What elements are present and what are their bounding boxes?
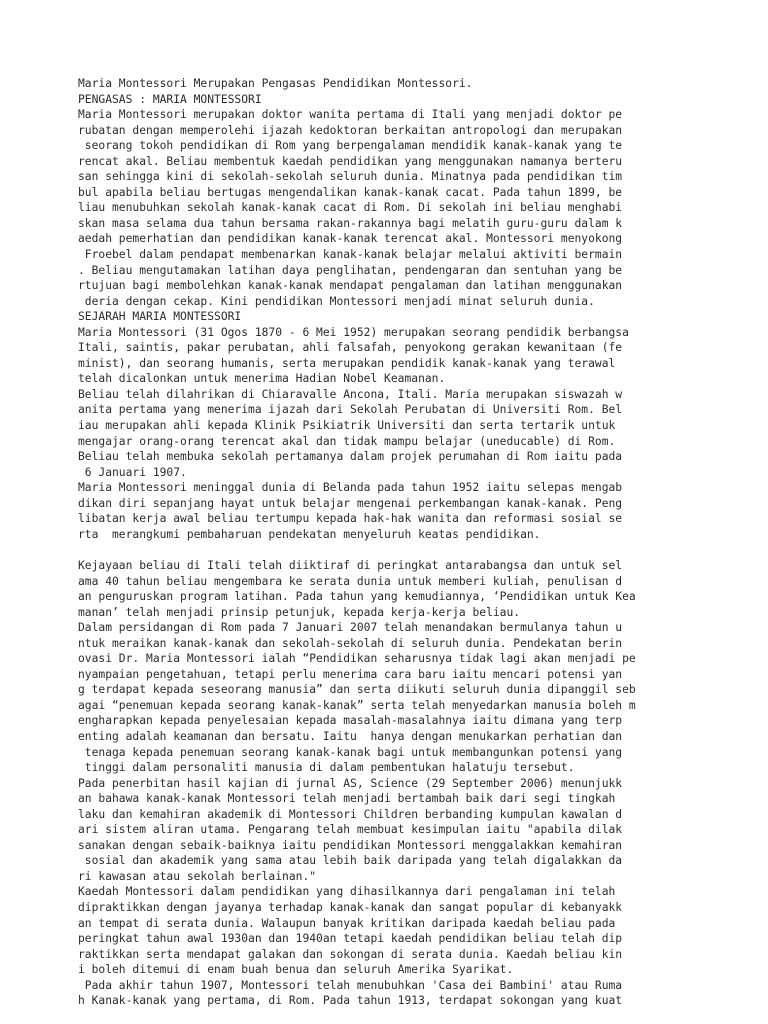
text-line: rtujuan bagi membolehkan kanak-kanak mendapat pengalaman dan latihan menggunakan	[78, 279, 623, 293]
text-line: Maria Montessori Merupakan Pengasas Pendidikan Montessori.	[78, 77, 473, 90]
text-line: rubatan dengan memperolehi ijazah kedoktoran berkaitan antropologi dan merupakan	[78, 123, 623, 137]
text-line: ri kawasan atau sekolah berlainan."	[78, 869, 317, 883]
text-line: nyampaian pengetahuan, tetapi perlu menerima cara baru iaitu mencari potensi yan	[78, 667, 623, 681]
text-line: Itali, saintis, pakar perubatan, ahli falsafah, penyokong gerakan kewanitaan (fe	[78, 341, 623, 355]
text-line: raktikkan serta mendapat galakan dan sokongan di serata dunia. Kaedah beliau kin	[78, 947, 623, 961]
text-line: telah dicalonkan untuk menerima Hadian Nobel Keamanan.	[78, 372, 446, 386]
text-line: minist), dan seorang humanis, serta merupakan pendidik kanak-kanak yang terawal	[78, 356, 616, 370]
text-line: sosial dan akademik yang sama atau lebih baik daripada yang telah digalakkan da	[78, 854, 623, 868]
text-line: Maria Montessori (31 Ogos 1870 - 6 Mei 1952) merupakan seorang pendidik berbangsa	[78, 325, 629, 339]
text-line: sanakan dengan sebaik-baiknya iaitu pendidikan Montessori menggalakkan kemahiran	[78, 838, 623, 852]
text-line: g terdapat kepada seseorang manusia” dan serta diikuti seluruh dunia dipanggil seb	[78, 683, 636, 697]
text-line: Beliau telah membuka sekolah pertamanya dalam projek perumahan di Rom iaitu pada	[78, 450, 623, 464]
text-line: ntuk meraikan kanak-kanak dan sekolah-sekolah di seluruh dunia. Pendekatan berin	[78, 636, 623, 650]
text-line: ari sistem aliran utama. Pengarang telah membuat kesimpulan iaitu "apabila dilak	[78, 823, 623, 837]
text-line: an bahawa kanak-kanak Montessori telah menjadi bertambah baik dari segi tingkah	[78, 792, 616, 806]
text-line: rencat akal. Beliau membentuk kaedah pendidikan yang menggunakan namanya berteru	[78, 154, 623, 168]
text-line: tinggi dalam personaliti manusia di dalam pembentukan halatuju tersebut.	[78, 761, 575, 775]
text-line: tenaga kepada penemuan seorang kanak-kanak bagi untuk membangunkan potensi yang	[78, 745, 623, 759]
text-line: . Beliau mengutamakan latihan daya penglihatan, pendengaran dan sentuhan yang be	[78, 263, 623, 277]
text-line: ovasi Dr. Maria Montessori ialah “Pendidikan seharusnya tidak lagi akan menjadi pe	[78, 652, 636, 666]
text-line: Maria Montessori meninggal dunia di Belanda pada tahun 1952 iaitu selepas mengab	[78, 481, 623, 495]
text-line: agai “penemuan kepada seorang kanak-kanak” serta telah menyedarkan manusia boleh m	[78, 698, 636, 712]
text-line: bul apabila beliau bertugas mengendalikan kanak-kanak cacat. Pada tahun 1899, be	[78, 185, 623, 199]
text-line: SEJARAH MARIA MONTESSORI	[78, 310, 242, 324]
text-line: PENGASAS : MARIA MONTESSORI	[78, 92, 262, 106]
text-line: Pada akhir tahun 1907, Montessori telah menubuhkan 'Casa dei Bambini' atau Ruma	[78, 978, 623, 992]
text-line: Kejayaan beliau di Itali telah diiktiraf di peringkat antarabangsa dan untuk sel	[78, 558, 623, 572]
text-line: Maria Montessori merupakan doktor wanita pertama di Itali yang menjadi doktor pe	[78, 108, 623, 122]
text-line: mengajar orang-orang terencat akal dan tidak mampu belajar (uneducable) di Rom.	[78, 434, 616, 448]
text-line: peringkat tahun awal 1930an dan 1940an tetapi kaedah pendidikan beliau telah dip	[78, 932, 623, 946]
text-line: Froebel dalam pendapat membenarkan kanak-kanak belajar melalui aktiviti bermain	[78, 248, 623, 262]
text-line: iau merupakan ahli kepada Klinik Psikiatrik Universiti dan serta tertarik untuk	[78, 419, 616, 433]
text-line: h Kanak-kanak yang pertama, di Rom. Pada tahun 1913, terdapat sokongan yang kuat	[78, 994, 623, 1008]
text-line: enting adalah keamanan dan bersatu. Iaitu hanya dengan menukarkan perhatian dan	[78, 729, 623, 743]
text-line: engharapkan kepada penyelesaian kepada masalah-masalahnya iaitu dimana yang terp	[78, 714, 623, 728]
text-line: libatan kerja awal beliau tertumpu kepada hak-hak wanita dan reformasi sosial se	[78, 512, 623, 526]
text-line: skan masa selama dua tahun bersama rakan-rakannya bagi melatih guru-guru dalam k	[78, 216, 623, 230]
text-line: 6 Januari 1907.	[78, 465, 187, 479]
text-line: seorang tokoh pendidikan di Rom yang berpengalaman mendidik kanak-kanak yang te	[78, 139, 623, 153]
blank-line	[78, 542, 698, 558]
text-line: rta merangkumi pembaharuan pendekatan menyeluruh keatas pendidikan.	[78, 527, 541, 541]
text-line: san sehingga kini di sekolah-sekolah seluruh dunia. Minatnya pada pendidikan tim	[78, 170, 623, 184]
text-line: dikan diri sepanjang hayat untuk belajar mengenai perkembangan kanak-kanak. Peng	[78, 496, 623, 510]
document-body	[78, 76, 698, 1009]
text-line: Kaedah Montessori dalam pendidikan yang dihasilkannya dari pengalaman ini telah	[78, 885, 616, 899]
text-line: manan’ telah menjadi prinsip petunjuk, kepada kerja-kerja beliau.	[78, 605, 521, 619]
text-line: ama 40 tahun beliau mengembara ke serata dunia untuk memberi kuliah, penulisan d	[78, 574, 623, 588]
text-line: an penguruskan program latihan. Pada tahun yang kemudiannya, ‘Pendidikan untuk Kea	[78, 590, 636, 604]
text-line: i boleh ditemui di enam buah benua dan seluruh Amerika Syarikat.	[78, 963, 514, 977]
text-line: laku dan kemahiran akademik di Montessori Children berbanding kumpulan kawalan d	[78, 807, 623, 821]
text-line: aedah pemerhatian dan pendidikan kanak-kanak terencat akal. Montessori menyokong	[78, 232, 623, 246]
text-line: anita pertama yang menerima ijazah dari Sekolah Perubatan di Universiti Rom. Bel	[78, 403, 623, 417]
text-line: Dalam persidangan di Rom pada 7 Januari 2007 telah menandakan bermulanya tahun u	[78, 621, 623, 635]
text-line: Beliau telah dilahrikan di Chiaravalle Ancona, Itali. Maria merupakan siswazah w	[78, 387, 623, 401]
text-line: dipraktikkan dengan jayanya terhadap kanak-kanak dan sangat popular di kebanyakk	[78, 900, 623, 914]
text-line: deria dengan cekap. Kini pendidikan Montessori menjadi minat seluruh dunia.	[78, 294, 595, 308]
text-line: liau menubuhkan sekolah kanak-kanak cacat di Rom. Di sekolah ini beliau menghabi	[78, 201, 623, 215]
text-line: an tempat di serata dunia. Walaupun banyak kritikan daripada kaedah beliau pada	[78, 916, 616, 930]
text-line: Pada penerbitan hasil kajian di jurnal AS, Science (29 September 2006) menunjukk	[78, 776, 623, 790]
